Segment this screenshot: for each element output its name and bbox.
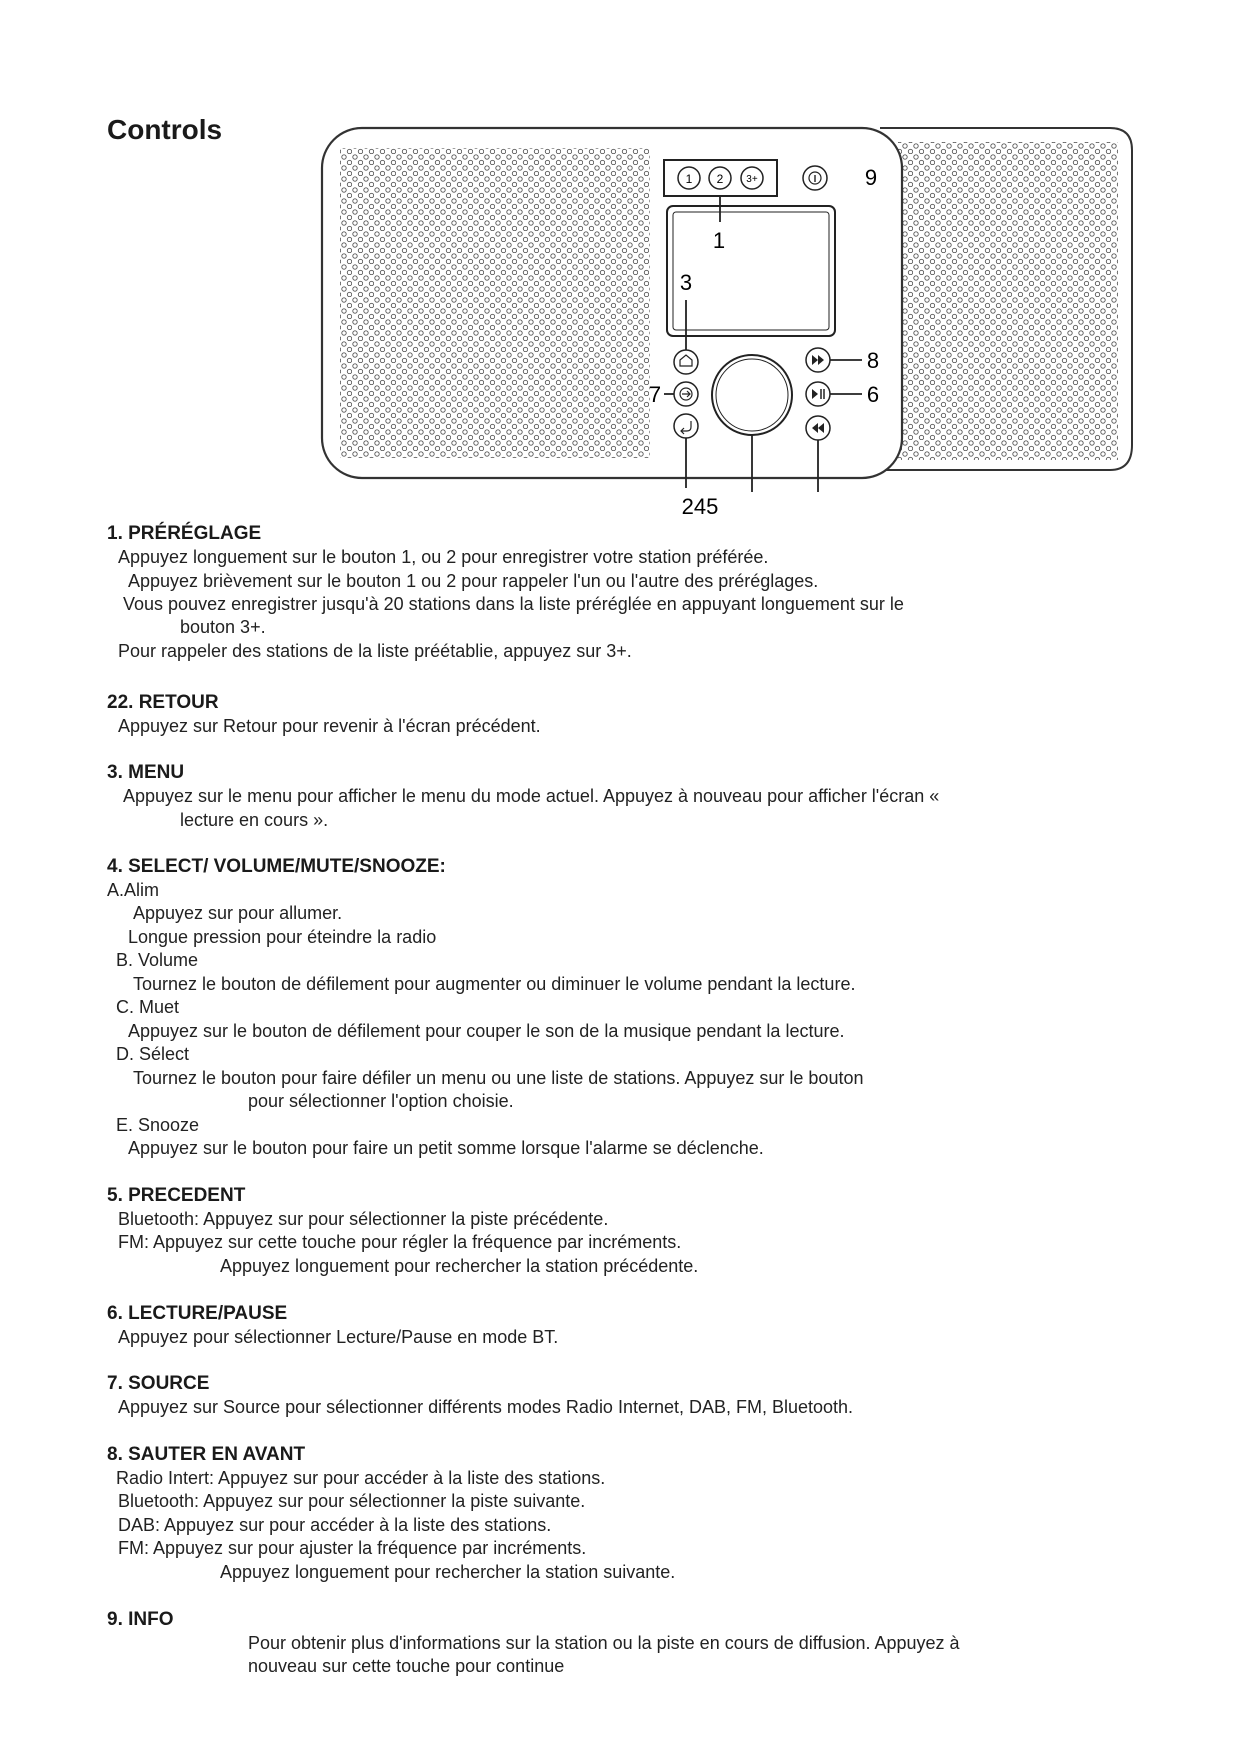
section-line: Bluetooth: Appuyez sur pour sélectionner la piste précédente. <box>118 1209 609 1229</box>
section-line: Appuyez longuement pour rechercher la station suivante. <box>220 1562 676 1582</box>
speaker-grille-left <box>340 148 650 458</box>
section-line: bouton 3+. <box>180 617 266 637</box>
section-title-source: 7. SOURCE <box>107 1373 210 1394</box>
section-line: Tournez le bouton de défilement pour augmenter ou diminuer le volume pendant la lecture. <box>133 974 856 994</box>
select-volume-knob[interactable] <box>712 355 792 435</box>
callout-1: 1 <box>712 228 726 253</box>
section-line: pour sélectionner l'option choisie. <box>248 1091 514 1111</box>
section-line: Pour rappeler des stations de la liste préétablie, appuyez sur 3+. <box>118 641 632 661</box>
section-line: Vous pouvez enregistrer jusqu'à 20 stations dans la liste préréglée en appuyant longuement sur le <box>123 594 904 614</box>
section-line: B. Volume <box>116 950 199 970</box>
section-title-skip-forward: 8. SAUTER EN AVANT <box>107 1444 306 1465</box>
callout-7: 7 <box>648 382 662 407</box>
section-line: DAB: Appuyez sur pour accéder à la liste des stations. <box>118 1515 552 1535</box>
section-title-back: 22. RETOUR <box>107 692 219 713</box>
section-line: A.Alim <box>107 880 160 900</box>
back-button[interactable] <box>674 414 698 438</box>
preset-label-3plus: 3+ <box>746 174 758 185</box>
section-line: Pour obtenir plus d'informations sur la station ou la piste en cours de diffusion. Appuyez à <box>248 1633 960 1653</box>
section-line: D. Sélect <box>116 1044 190 1064</box>
section-title-play-pause: 6. LECTURE/PAUSE <box>107 1303 288 1324</box>
speaker-grille-right <box>898 142 1118 460</box>
section-line: Appuyez sur Retour pour revenir à l'écran précédent. <box>118 716 541 736</box>
section-line: Longue pression pour éteindre la radio <box>128 927 437 947</box>
page-title: Controls <box>107 114 223 145</box>
section-line: FM: Appuyez sur cette touche pour régler la fréquence par incréments. <box>118 1232 682 1252</box>
callout-8: 8 <box>866 348 880 373</box>
section-line: nouveau sur cette touche pour continue <box>248 1656 565 1676</box>
section-line: Radio Intert: Appuyez sur pour accéder à la liste des stations. <box>116 1468 606 1488</box>
section-title-info: 9. INFO <box>107 1609 174 1630</box>
callout-6: 6 <box>866 382 880 407</box>
section-line: E. Snooze <box>116 1115 200 1135</box>
section-line: Appuyez pour sélectionner Lecture/Pause en mode BT. <box>118 1327 559 1347</box>
menu-button[interactable] <box>674 350 698 374</box>
section-line: C. Muet <box>116 997 180 1017</box>
callout-245: 245 <box>681 494 719 519</box>
callout-3: 3 <box>679 270 693 295</box>
preset-label-2: 2 <box>716 172 724 186</box>
section-line: Appuyez sur le bouton de défilement pour couper le son de la musique pendant la lecture. <box>128 1021 845 1041</box>
section-line: Appuyez sur pour allumer. <box>133 903 343 923</box>
section-line: lecture en cours ». <box>180 810 329 830</box>
section-line: FM: Appuyez sur pour ajuster la fréquence par incréments. <box>118 1538 587 1558</box>
section-title-previous: 5. PRECEDENT <box>107 1185 246 1206</box>
section-line: Appuyez sur Source pour sélectionner différents modes Radio Internet, DAB, FM, Bluetooth. <box>118 1397 854 1417</box>
section-line: Appuyez longuement pour rechercher la station précédente. <box>220 1256 699 1276</box>
section-title-select: 4. SELECT/ VOLUME/MUTE/SNOOZE: <box>107 856 446 877</box>
section-line: Bluetooth: Appuyez sur pour sélectionner la piste suivante. <box>118 1491 586 1511</box>
callout-9: 9 <box>864 165 878 190</box>
display-screen <box>667 206 835 336</box>
section-line: Appuyez sur le menu pour afficher le menu du mode actuel. Appuyez à nouveau pour afficher l'écran « <box>123 786 940 806</box>
section-line: Appuyez brièvement sur le bouton 1 ou 2 pour rappeler l'un ou l'autre des préréglages. <box>128 571 819 591</box>
preset-label-1: 1 <box>685 172 693 186</box>
radio-diagram <box>0 0 1241 520</box>
section-title-preset: 1. PRÉRÉGLAGE <box>107 523 262 544</box>
section-line: Appuyez sur le bouton pour faire un petit somme lorsque l'alarme se déclenche. <box>128 1138 764 1158</box>
section-title-menu: 3. MENU <box>107 762 185 783</box>
section-line: Tournez le bouton pour faire défiler un menu ou une liste de stations. Appuyez sur le bouton <box>133 1068 864 1088</box>
section-line: Appuyez longuement sur le bouton 1, ou 2 pour enregistrer votre station préférée. <box>118 547 769 567</box>
